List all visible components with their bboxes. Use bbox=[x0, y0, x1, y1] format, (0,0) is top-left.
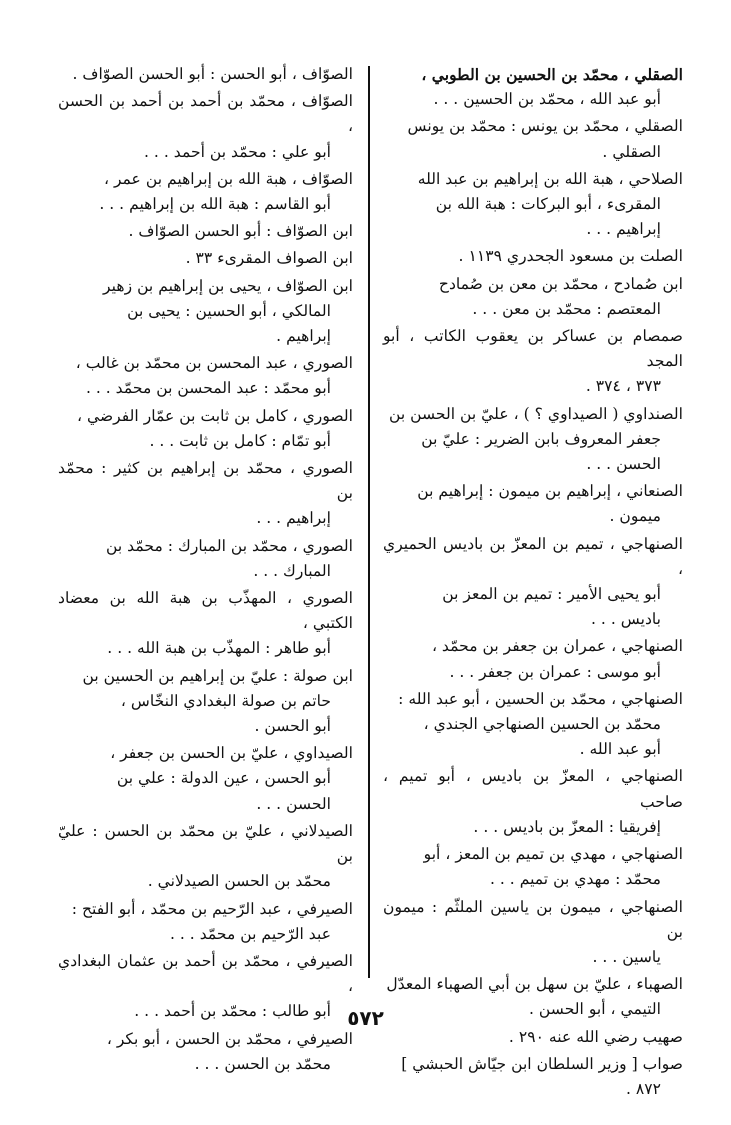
index-column-right bbox=[383, 62, 683, 1104]
entry-heading: صمصام بن عساكر بن يعقوب الكاتب ، أبو المجد bbox=[383, 327, 683, 371]
entry-heading: ابن الصوّاف ، يحيى بن إبراهيم بن زهير bbox=[103, 276, 353, 295]
index-entry bbox=[58, 404, 353, 454]
entry-continuation: محمّد بن الحسين الصنهاجي الجندي ، bbox=[423, 715, 661, 734]
index-entry bbox=[383, 895, 683, 971]
index-entry bbox=[383, 324, 683, 400]
entry-continuation: أبو عبد الله ، محمّد بن الحسين . . . bbox=[433, 90, 661, 109]
index-entry bbox=[58, 274, 353, 350]
entry-heading: الصنهاجي ، عمران بن جعفر بن محمّد ، bbox=[431, 637, 683, 656]
entry-heading: ابن صُمادح ، محمّد بن معن بن صُمادح bbox=[438, 274, 683, 293]
entry-continuation: جعفر المعروف بابن الضرير : عليّ بن bbox=[421, 429, 661, 448]
index-entry bbox=[383, 687, 683, 763]
entry-continuation: محمّد : مهدي بن تميم . . . bbox=[489, 870, 661, 889]
entry-heading: ابن صولة : عليّ بن إبراهيم بن الحسين بن bbox=[82, 666, 353, 685]
entry-continuation: أبو موسى : عمران بن جعفر . . . bbox=[449, 662, 661, 681]
index-entry bbox=[58, 741, 353, 817]
entry-continuation: إبراهيم . . . bbox=[256, 509, 331, 528]
entry-continuation: إفريقيا : المعزّ بن باديس . . . bbox=[473, 817, 661, 836]
index-entry bbox=[383, 114, 683, 164]
entry-continuation: إبراهيم . . . bbox=[586, 220, 661, 239]
index-entry bbox=[58, 456, 353, 532]
entry-continuation: محمّد بن الحسن . . . bbox=[194, 1054, 331, 1073]
entry-continuation: ياسين . . . bbox=[592, 947, 661, 966]
entry-heading: الصهباء ، عليّ بن سهل بن أبي الصهباء المعدّل bbox=[386, 975, 683, 994]
index-entry bbox=[383, 62, 683, 112]
index-entry bbox=[58, 664, 353, 740]
entry-continuation: الصقلي . bbox=[602, 142, 661, 161]
entry-heading: الصنهاجي ، محمّد بن الحسين ، أبو عبد الله : bbox=[398, 689, 683, 708]
entry-heading: صهيب رضي الله عنه ٢٩٠ . bbox=[508, 1027, 683, 1046]
entry-continuation: محمّد بن الحسن الصيدلاني . bbox=[147, 872, 331, 891]
entry-continuation: ٨٧٢ . bbox=[625, 1079, 661, 1098]
entry-heading: الصنهاجي ، مهدي بن تميم بن المعز ، أبو bbox=[423, 845, 683, 864]
index-entry bbox=[58, 534, 353, 584]
entry-continuation: المالكي ، أبو الحسين : يحيى بن bbox=[127, 301, 331, 320]
entry-continuation: المقرىء ، أبو البركات : هبة الله بن bbox=[435, 195, 661, 214]
entry-continuation: أبو محمّد : عبد المحسن بن محمّد . . . bbox=[85, 379, 331, 398]
entry-continuation: الحسن . . . bbox=[256, 794, 331, 813]
index-entry bbox=[58, 219, 353, 244]
index-entry bbox=[58, 351, 353, 401]
entry-heading: الصيرفي ، محمّد بن الحسن ، أبو بكر ، bbox=[106, 1029, 353, 1048]
entry-continuation: عبد الرّحيم بن محمّد . . . bbox=[169, 924, 331, 943]
entry-continuation: أبو طالب : محمّد بن أحمد . . . bbox=[134, 1002, 331, 1021]
index-entry bbox=[58, 167, 353, 217]
entry-heading: الصنداوي ( الصيداوي ؟ ) ، عليّ بن الحسن بن bbox=[388, 404, 683, 423]
entry-heading: ابن الصواف المقرىء ٣٣ . bbox=[185, 249, 353, 268]
index-entry bbox=[58, 62, 353, 87]
entry-heading: الصنهاجي ، تميم بن المعزّ بن باديس الحميري ، bbox=[383, 534, 683, 578]
entry-continuation: أبو يحيى الأمير : تميم بن المعز بن bbox=[442, 585, 661, 604]
entry-continuation: أبو علي : محمّد بن أحمد . . . bbox=[144, 142, 331, 161]
index-entry bbox=[383, 842, 683, 892]
index-entry bbox=[383, 272, 683, 322]
entry-heading: الصوري ، محمّد بن إبراهيم بن كثير : محمّد بن bbox=[58, 459, 353, 503]
entry-heading: الصلت بن مسعود الجحدري ١١٣٩ . bbox=[458, 247, 683, 266]
entry-heading: الصنعاني ، إبراهيم بن ميمون : إبراهيم بن bbox=[417, 482, 683, 501]
index-column-left bbox=[58, 62, 353, 1079]
entry-heading: الصيرفي ، محمّد بن أحمد بن عثمان البغدادي ، bbox=[58, 951, 353, 996]
entry-continuation: الحسن . . . bbox=[586, 455, 661, 474]
entry-heading: الصيرفي ، عبد الرّحيم بن محمّد ، أبو الفتح : bbox=[71, 899, 353, 918]
entry-heading: صواب [ وزير السلطان ابن جيّاش الحبشي ] bbox=[401, 1054, 683, 1073]
entry-continuation: حاتم بن صولة البغدادي النخّاس ، bbox=[120, 691, 331, 710]
index-entry bbox=[383, 1052, 683, 1102]
entry-heading: الصوري ، كامل بن ثابت بن عمّار الفرضي ، bbox=[76, 406, 353, 425]
entry-heading: الصوّاف ، محمّد بن أحمد بن أحمد بن الحسن ، bbox=[58, 92, 353, 136]
index-entry bbox=[383, 764, 683, 840]
entry-continuation: التيمي ، أبو الحسن . bbox=[529, 1000, 661, 1019]
entry-heading: الصقلي ، محمّد بن الحسين بن الطوبي ، bbox=[421, 65, 683, 84]
index-entry bbox=[383, 479, 683, 529]
entry-heading: الصقلي ، محمّد بن يونس : محمّد بن يونس bbox=[407, 117, 683, 136]
index-entry bbox=[58, 1027, 353, 1077]
entry-continuation: المبارك . . . bbox=[253, 561, 331, 580]
entry-continuation: إبراهيم . bbox=[276, 327, 331, 346]
entry-continuation: أبو القاسم : هبة الله بن إبراهيم . . . bbox=[99, 195, 331, 214]
entry-heading: الصنهاجي ، المعزّ بن باديس ، أبو تميم ، صاحب bbox=[383, 767, 683, 811]
entry-continuation: أبو الحسن ، عين الدولة : علي بن bbox=[116, 769, 331, 788]
entry-heading: الصوّاف ، هبة الله بن إبراهيم بن عمر ، bbox=[103, 169, 353, 188]
index-entry bbox=[383, 402, 683, 478]
entry-heading: الصوّاف ، أبو الحسن : أبو الحسن الصوّاف . bbox=[72, 65, 353, 83]
entry-heading: الصوري ، محمّد بن المبارك : محمّد بن bbox=[106, 536, 353, 555]
entry-continuation: أبو طاهر : المهذّب بن هبة الله . . . bbox=[107, 639, 331, 658]
index-entry bbox=[58, 246, 353, 271]
entry-heading: ابن الصوّاف : أبو الحسن الصوّاف . bbox=[128, 222, 353, 241]
index-entry bbox=[383, 634, 683, 684]
entry-continuation: باديس . . . bbox=[591, 610, 661, 629]
entry-continuation: ميمون . bbox=[609, 507, 661, 526]
entry-heading: الصوري ، عبد المحسن بن محمّد بن غالب ، bbox=[75, 354, 353, 373]
entry-continuation: أبو الحسن . bbox=[254, 717, 331, 736]
entry-continuation: ٣٧٣ ، ٣٧٤ . bbox=[585, 377, 661, 396]
entry-heading: الصلاحي ، هبة الله بن إبراهيم بن عبد الله bbox=[417, 169, 683, 188]
index-entry bbox=[383, 532, 683, 633]
index-entry bbox=[58, 586, 353, 662]
index-entry bbox=[383, 244, 683, 269]
entry-heading: الصيدلاني ، عليّ بن محمّد بن الحسن : عليّ بن bbox=[58, 821, 353, 866]
index-entry bbox=[383, 167, 683, 243]
entry-heading: الصوري ، المهذّب بن هبة الله بن معضاد الكتبي ، bbox=[58, 589, 353, 633]
column-divider bbox=[368, 66, 370, 978]
entry-heading: الصيداوي ، عليّ بن الحسن بن جعفر ، bbox=[110, 744, 353, 763]
entry-continuation: المعتصم : محمّد بن معن . . . bbox=[472, 299, 661, 318]
index-entry bbox=[58, 897, 353, 947]
entry-continuation: أبو تمّام : كامل بن ثابت . . . bbox=[149, 431, 331, 450]
index-entry bbox=[58, 89, 353, 165]
entry-heading: الصنهاجي ، ميمون بن ياسين الملثّم : ميمون بن bbox=[383, 897, 683, 941]
page-number: ٥٧٢ bbox=[347, 1006, 384, 1030]
index-entry bbox=[58, 819, 353, 895]
entry-continuation: أبو عبد الله . bbox=[579, 740, 661, 759]
